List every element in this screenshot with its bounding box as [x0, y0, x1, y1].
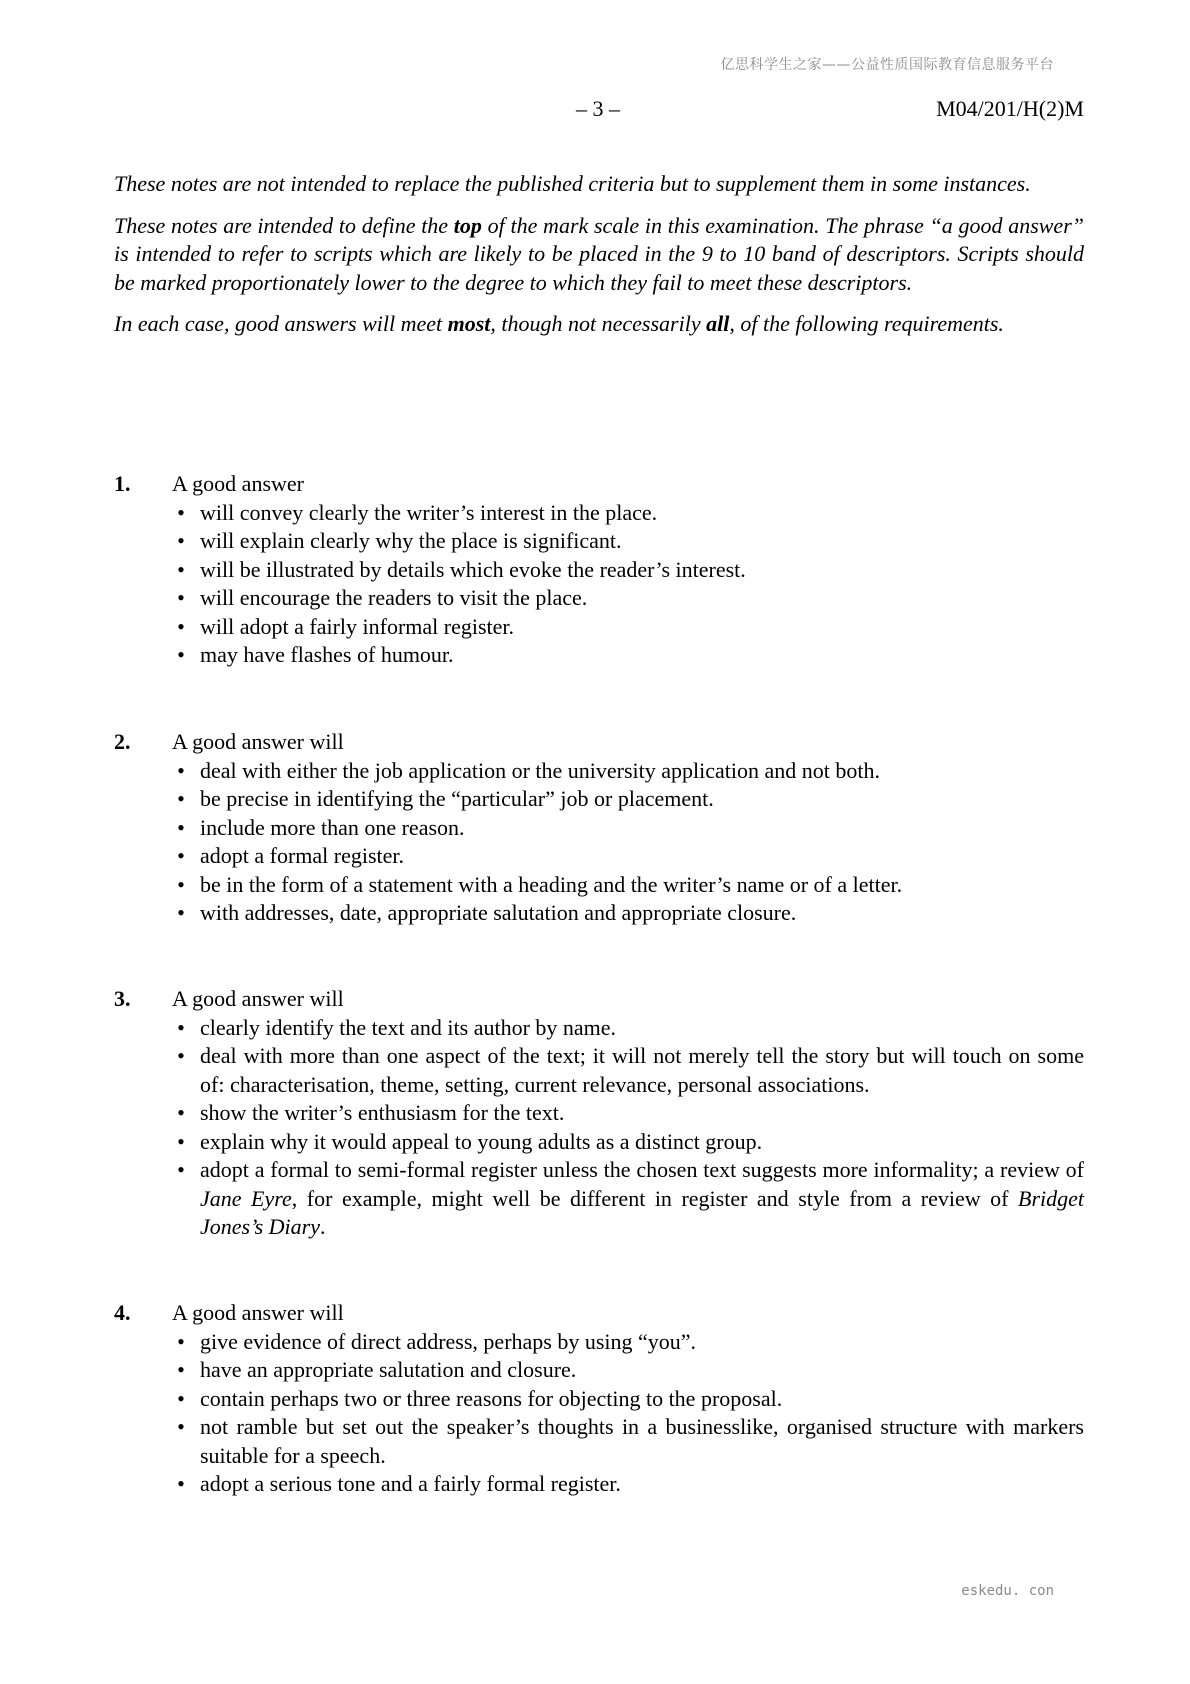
list-item: • will convey clearly the writer’s interest in the place. — [200, 499, 1084, 528]
question-2 — [114, 728, 1084, 928]
list-item: • be in the form of a statement with a heading and the writer’s name or of a letter. — [200, 871, 1084, 900]
criteria-list — [114, 499, 1084, 670]
question-lead: A good answer will — [172, 986, 344, 1011]
list-item: • deal with more than one aspect of the text; it will not merely tell the story but will touch on some of: characterisation, theme, setting, current relevance, personal associations. — [200, 1042, 1084, 1099]
bullet-icon: • — [177, 843, 185, 868]
bullet-icon: • — [177, 1043, 185, 1068]
bullet-icon: • — [177, 1357, 185, 1382]
page-number: – 3 – — [576, 96, 620, 121]
bullet-icon: • — [177, 1128, 185, 1154]
bullet-icon: • — [177, 757, 185, 783]
title-jane-eyre: Jane Eyre — [200, 1185, 292, 1211]
list-item: • not ramble but set out the speaker’s thoughts in a businesslike, organised structure with markers suitable for a speech. — [200, 1413, 1084, 1470]
bullet-icon: • — [177, 871, 185, 897]
bullet-icon: • — [177, 1385, 185, 1411]
bullet-icon: • — [177, 1157, 185, 1182]
emphasis-most: most — [447, 311, 491, 336]
list-item: • clearly identify the text and its author by name. — [200, 1014, 1084, 1043]
list-item: • explain why it would appeal to young adults as a distinct group. — [200, 1128, 1084, 1157]
bullet-icon: • — [177, 1471, 185, 1496]
list-item: • give evidence of direct address, perhaps by using “you”. — [200, 1328, 1084, 1357]
list-item: • be precise in identifying the “particular” job or placement. — [200, 785, 1084, 814]
question-number: 3. — [114, 986, 131, 1011]
list-item: • adopt a formal to semi-formal register unless the chosen text suggests more informality; a review of Jane Eyre, for example, might well be different in register and style from a review of Bridget Jones’s Diary. — [200, 1156, 1084, 1242]
bullet-icon: • — [177, 499, 185, 525]
list-item: • will explain clearly why the place is significant. — [200, 527, 1084, 556]
bullet-icon: • — [177, 642, 185, 667]
bullet-icon: • — [177, 900, 185, 925]
intro-paragraph-1: These notes are not intended to replace the published criteria but to supplement them in some instances. — [114, 171, 1031, 196]
list-item: • show the writer’s enthusiasm for the text. — [200, 1099, 1084, 1128]
site-watermark: 亿思科学生之家——公益性质国际教育信息服务平台 — [720, 57, 1054, 73]
bullet-icon: • — [177, 1014, 185, 1040]
question-number: 4. — [114, 1300, 131, 1325]
intro-notes — [114, 170, 1084, 352]
question-3 — [114, 985, 1084, 1242]
bullet-icon: • — [177, 1328, 185, 1354]
list-item: • have an appropriate salutation and closure. — [200, 1356, 1084, 1385]
list-item: • with addresses, date, appropriate salutation and appropriate closure. — [200, 899, 1084, 928]
document-code: M04/201/H(2)M — [936, 96, 1084, 121]
question-1 — [114, 470, 1084, 670]
list-item: • adopt a serious tone and a fairly formal register. — [200, 1470, 1084, 1499]
bullet-icon: • — [177, 585, 185, 610]
question-lead: A good answer — [172, 471, 304, 496]
bullet-icon: • — [177, 528, 185, 553]
question-number: 2. — [114, 729, 131, 754]
list-item: • will encourage the readers to visit the place. — [200, 584, 1084, 613]
list-item: • may have flashes of humour. — [200, 641, 1084, 670]
list-item: • deal with either the job application or the university application and not both. — [200, 757, 1084, 786]
bullet-icon: • — [177, 1100, 185, 1125]
question-lead: A good answer will — [172, 729, 344, 754]
title-bridget-jones: Bridget Jones’s Diary — [200, 1185, 1085, 1239]
question-lead: A good answer will — [172, 1300, 344, 1325]
bullet-icon: • — [177, 1414, 185, 1439]
criteria-list — [114, 1014, 1084, 1242]
question-number: 1. — [114, 471, 131, 496]
intro-paragraph-3: In each case, good answers will meet most, though not necessarily all, of the following requirements. — [114, 311, 1004, 336]
bullet-icon: • — [177, 786, 185, 811]
criteria-list — [114, 1328, 1084, 1499]
emphasis-all: all — [706, 311, 730, 336]
list-item: • include more than one reason. — [200, 814, 1084, 843]
bullet-icon: • — [177, 556, 185, 582]
list-item: • will adopt a fairly informal register. — [200, 613, 1084, 642]
criteria-list — [114, 757, 1084, 928]
bullet-icon: • — [177, 814, 185, 840]
emphasis-top: top — [453, 212, 482, 238]
list-item: • adopt a formal register. — [200, 842, 1084, 871]
bullet-icon: • — [177, 613, 185, 639]
question-4 — [114, 1299, 1084, 1499]
intro-paragraph-2: These notes are intended to define the top of the mark scale in this examination. The phrase “a good answer” is intended to refer to scripts which are likely to be placed in the 9 to 10 band of descriptors. Scripts should be marked proportionately lower to the degree to which they fail to meet these descriptors. — [114, 212, 1084, 295]
list-item: • contain perhaps two or three reasons for objecting to the proposal. — [200, 1385, 1084, 1414]
list-item: • will be illustrated by details which evoke the reader’s interest. — [200, 556, 1084, 585]
footer-watermark: eskedu. con — [961, 1583, 1054, 1599]
